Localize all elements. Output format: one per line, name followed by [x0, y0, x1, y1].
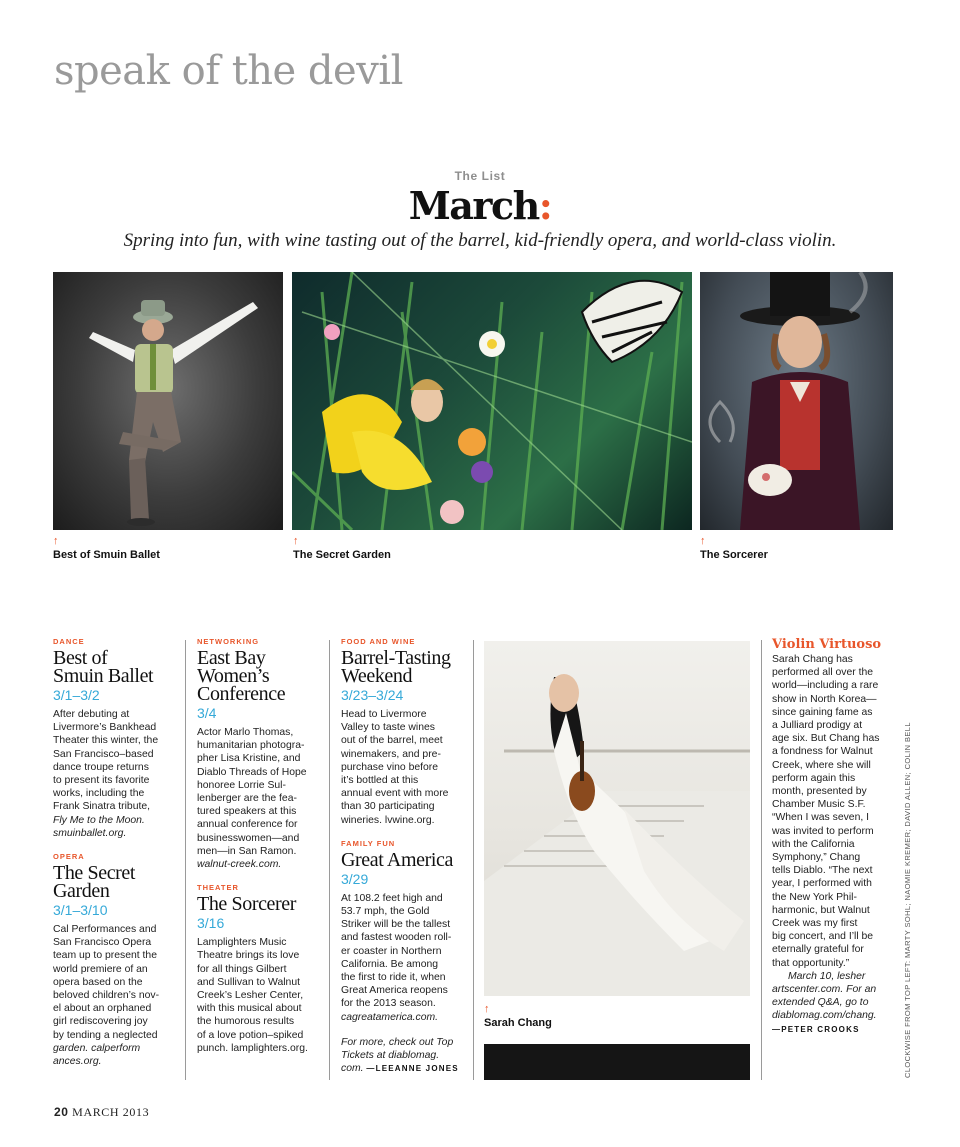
caption-sorcerer: The Sorcerer — [700, 549, 768, 561]
listing-title: Great America — [341, 848, 453, 871]
page-folio — [54, 1105, 149, 1120]
section-title: speak of the devil — [54, 48, 403, 94]
category-label: DANCE — [53, 637, 85, 646]
listing-body: At 108.2 feet high and 53.7 mph, the Gold Striker will be the tallest and fastest wooden roll- er coaster in Northern California. Be among the first to ride it, when Great America reopens for the 2013 season. cagreatamerica.com. — [341, 892, 452, 1023]
sarah-chang-photo — [484, 641, 750, 996]
listing-title: Barrel-Tasting Weekend — [341, 647, 451, 687]
the-sorcerer-photo — [700, 272, 893, 530]
category-label: THEATER — [197, 883, 239, 893]
listing-body: Actor Marlo Thomas, humanitarian photogra- pher Lisa Kristine, and Diablo Threads of Hope honoree Lorrie Sul- lenberger are the fea- tured speakers at this annual conference for businesswomen—and men—in San Ramon. walnut-creek.com. — [197, 727, 307, 871]
listing-date: 3/1–3/2 — [53, 687, 100, 703]
caption-arrow-icon: ↑ — [293, 535, 299, 547]
caption-arrow-icon: ↑ — [484, 1003, 490, 1015]
listing-date: 3/4 — [197, 705, 217, 721]
listing-body: Head to Livermore Valley to taste wines out of the barrel, meet winemakers, and pre- purchase vino before it’s bottled at this annual event with more than 30 participating wineries. lvwine.org. — [341, 709, 449, 826]
listing-title: Best of Smuin Ballet — [53, 647, 154, 687]
category-label: OPERA — [53, 852, 85, 862]
listing-body: After debuting at Livermore’s Bankhead Theater this winter, the San Francisco–based dance troupe returns to present its favorite works, including the Frank Sinatra tribute, Fly Me to the Moon. smuinballet.org. — [53, 709, 159, 839]
dek: Spring into fun, with wine tasting out of the barrel, kid-friendly opera, and world-class violin. — [123, 230, 837, 251]
category-label: FOOD AND WINE — [341, 637, 416, 646]
headline-text: March — [408, 183, 539, 228]
listing-body: Cal Performances and San Francisco Opera team up to present the world premiere of an opera based on the beloved children’s nov- el about an orphaned girl rediscovering joy by tending a neglected garden. calperform ances.org. — [53, 924, 160, 1068]
kicker: The List — [454, 169, 506, 183]
category-label: FAMILY FUN — [341, 838, 396, 848]
listing-body: Lamplighters Music Theatre brings its love for all things Gilbert and Sullivan to Walnut Creek’s Lesher Center, with this musical about the humorous results of a love potion–spiked punch. lamplighters.org. — [197, 937, 308, 1054]
black-banner — [484, 1044, 750, 1080]
headline-colon: : — [538, 183, 552, 228]
column-divider — [761, 640, 762, 1080]
listing-date: 3/1–3/10 — [53, 902, 108, 919]
issue-date: MARCH 2013 — [72, 1105, 150, 1119]
listing-date: 3/29 — [341, 870, 369, 887]
listing-date: 3/23–3/24 — [341, 687, 404, 703]
byline: —LEEANNE JONES — [366, 1064, 459, 1074]
listing-title: East Bay Women’s Conference — [197, 647, 286, 705]
listing-title: The Secret Garden — [53, 862, 136, 903]
column-divider — [473, 640, 474, 1080]
sidebar-title: Violin Virtuoso — [772, 637, 882, 652]
more-info-note: For more, check out Top Tickets at diablomag. com. —LEEANNE JONES — [341, 1036, 459, 1075]
violin-virtuoso-sidebar — [772, 637, 898, 1034]
listing-column-3 — [341, 637, 467, 1075]
caption-arrow-icon: ↑ — [53, 535, 59, 547]
smuin-ballet-photo — [53, 272, 283, 530]
category-label: NETWORKING — [197, 637, 260, 646]
page-headline — [0, 183, 960, 228]
caption-garden: The Secret Garden — [293, 549, 391, 561]
column-divider — [185, 640, 186, 1080]
listing-column-1 — [53, 637, 179, 1068]
column-divider — [329, 640, 330, 1080]
byline: —PETER CROOKS — [772, 1024, 860, 1034]
listing-column-2 — [197, 637, 323, 1055]
listing-date: 3/16 — [197, 915, 225, 932]
caption-ballet: Best of Smuin Ballet — [53, 549, 160, 561]
caption-chang: Sarah Chang — [484, 1017, 552, 1029]
caption-arrow-icon: ↑ — [700, 535, 706, 547]
page-number: 20 — [54, 1105, 69, 1119]
photo-credit: CLOCKWISE FROM TOP LEFT: MARTY SOHL; NAOMIE KREMER; DAVID ALLEN; COLIN BELL — [903, 722, 912, 1078]
listing-title: The Sorcerer — [197, 893, 297, 916]
secret-garden-photo — [292, 272, 692, 530]
sidebar-body: Sarah Chang has performed all over the world—including a rare show in North Korea— since gaining fame as a Julliard prodigy at age six. But Chang has a fondness for Walnut Creek, where she will perform again this month, presented by Chamber Music S.F. “When I was seven, I was invited to perform with the California Symphony,” Chang tells Diablo. “The next year, I performed with the New York Phil- harmonic, but Walnut Creek was my first big concert, and I’ll be eternally grateful for that opportunity.” March 10, lesher artscenter.com. For an extended Q&A, go to diablomag.com/chang. — [772, 654, 880, 1022]
